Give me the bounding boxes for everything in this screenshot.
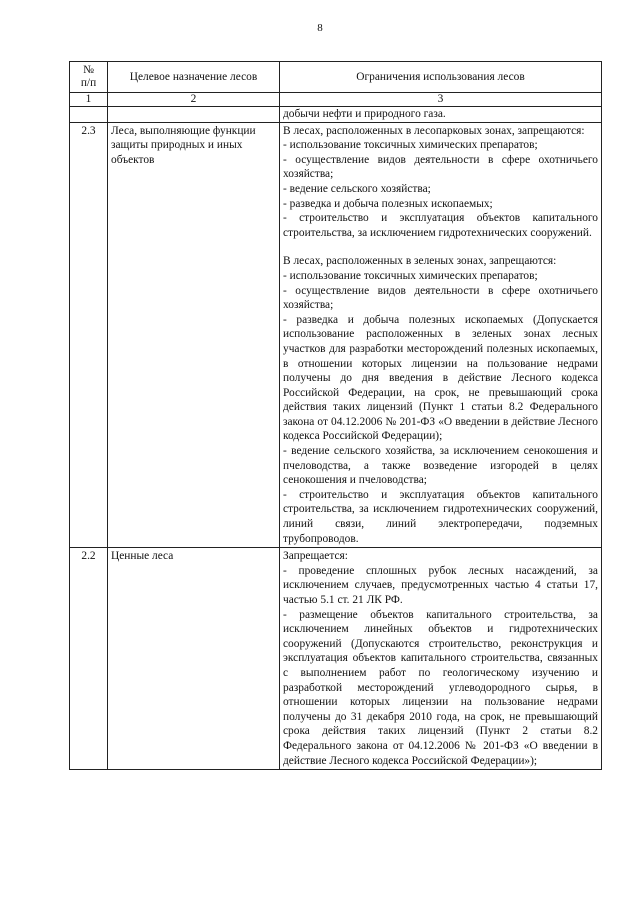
row-number: 2.3 xyxy=(70,122,108,548)
limits-paragraph: - разведка и добыча полезных ископаемых; xyxy=(283,197,493,210)
limits-paragraph: - проведение сплошных рубок лесных насаждений, за исключением случаев, предусмотренных частью 4 статьи 17, частью 5.1 ст. 21 ЛК РФ. xyxy=(283,564,598,606)
column-number-1: 1 xyxy=(70,93,108,107)
limits-paragraph: - осуществление видов деятельности в сфере охотничьего хозяйства; xyxy=(283,284,598,312)
table-row xyxy=(70,122,602,548)
limits-paragraph: - ведение сельского хозяйства, за исключением сенокошения и пчеловодства, а также возведение изгородей в целях сенокошения и пчеловодства; xyxy=(283,445,598,487)
limits-paragraph: Запрещается: xyxy=(283,550,348,563)
limits-paragraph: - разведка и добыча полезных ископаемых (Допускается использование расположенных в зеленых зонах лесных участков для разработки месторождений полезных ископаемых, в отношении которых лицензии на пользование недрами получены до дня введения в действие Лесного кодекса Российской Федерации, на срок, не превышающий срока действия таких лицензий (Пункт 1 статьи 8.2 Федерального закона от 04.12.2006 № 201-ФЗ «О введении в действие Лесного кодекса Российской Федерации); xyxy=(283,313,598,443)
continuation-text: добычи нефти и природного газа. xyxy=(280,107,602,123)
column-number-2: 2 xyxy=(108,93,280,107)
row-limits xyxy=(280,548,602,770)
limits-paragraph: - строительство и эксплуатация объектов капитального строительства, за исключением гидротехнических сооружений. xyxy=(283,212,598,239)
row-limits xyxy=(280,122,602,548)
page-number: 8 xyxy=(317,22,323,34)
limits-paragraph: - ведение сельского хозяйства; xyxy=(283,182,431,195)
table-row-continuation xyxy=(70,107,602,123)
column-number-row xyxy=(70,93,602,107)
limits-paragraph: В лесах, расположенных в зеленых зонах, запрещаются: xyxy=(283,255,557,268)
table-row xyxy=(70,548,602,770)
row-number: 2.2 xyxy=(70,548,108,770)
header-purpose: Целевое назначение лесов xyxy=(108,62,280,93)
limits-paragraph: - размещение объектов капитального строительства, за исключением линейных объектов и гидротехнических сооружений (Допускаются строительство, реконструкция и эксплуатация объектов капитального строительства, связанных с выполнением работ по геологическому изучению и разработкой месторождений углеводородного сырья, в отношении которых лицензии на пользование недрами получены до 31 декабря 2010 года, на срок, не превышающий срока действия таких лицензий (Пункт 2 статьи 8.2 Федерального закона от 04.12.2006 № 201-ФЗ «О введении в действие Лесного кодекса Российской Федерации»); xyxy=(283,608,598,767)
row-purpose: Леса, выполняющие функции защиты природных и иных объектов xyxy=(108,122,280,548)
limits-paragraph: - строительство и эксплуатация объектов капитального строительства, за исключением гидротехнических сооружений, линий связи, линий электропередачи, подземных трубопроводов. xyxy=(283,488,598,545)
forest-restrictions-table xyxy=(69,61,602,770)
limits-paragraph: - использование токсичных химических препаратов; xyxy=(283,139,538,152)
row-purpose: Ценные леса xyxy=(108,548,280,770)
table-header-row xyxy=(70,62,602,93)
cell-num xyxy=(70,107,108,123)
limits-paragraph: - использование токсичных химических препаратов; xyxy=(283,269,538,282)
header-limits: Ограничения использования лесов xyxy=(280,62,602,93)
limits-paragraph: - осуществление видов деятельности в сфере охотничьего хозяйства; xyxy=(283,153,598,181)
cell-purpose xyxy=(108,107,280,123)
header-num: № п/п xyxy=(70,62,108,93)
limits-paragraph: В лесах, расположенных в лесопарковых зонах, запрещаются: xyxy=(283,124,585,137)
column-number-3: 3 xyxy=(280,93,602,107)
